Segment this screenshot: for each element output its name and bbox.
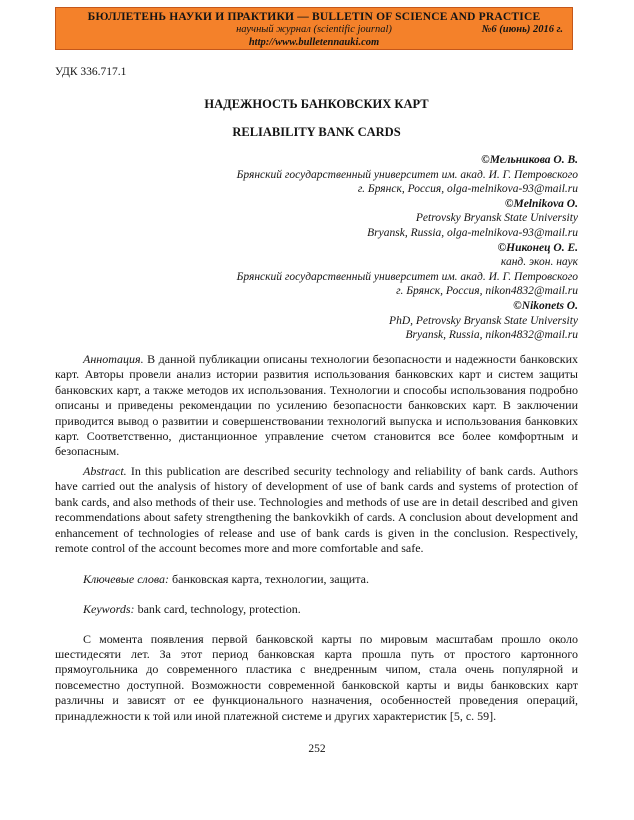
author-affiliation: PhD, Petrovsky Bryansk State University [389, 314, 578, 327]
author-name-ru-2: ©Никонец О. Е. [497, 241, 578, 254]
author-contact: Bryansk, Russia, olga-melnikova-93@mail.ru [367, 226, 578, 239]
journal-subtitle-row [56, 24, 572, 37]
body-paragraph: С момента появления первой банковской карты по мировым масштабам прошло около шестидесяти лет. За этот период банковская карта прошла путь от простого картонного прямоугольника до современного пластика с внедренным чипом, стала очень популярной и повсеместно доступной. Возможности современной банковской карты и виды банковских карт различны и зависят от ее функционального назначения, особенностей проведения операций, принадлежности к той или иной платежной системе и других характеристик [5, с. 59]. [55, 631, 578, 723]
abstract-en-text: In this publication are described security technology and reliability of bank cards. Authors have carried out the analysis of history of development of use of bank cards and systems of protection of bank cards, and also methods of their use. Technologies and methods of use are in detail described and given recommendations about safety strengthening the bankovkikh of cards. A conclusion about development and enhancement of technologies of release and use of bank cards is given in the conclusion. Respectively, remote control of the account becomes more and more comfortable and safe. [55, 463, 578, 556]
author-contact: г. Брянск, Россия, olga-melnikova-93@mail.ru [357, 183, 578, 196]
author-affiliation: Брянский государственный университет им. акад. И. Г. Петровского [236, 270, 578, 283]
article-title-ru: НАДЕЖНОСТЬ БАНКОВСКИХ КАРТ [204, 97, 429, 111]
author-affiliation: Брянский государственный университет им. акад. И. Г. Петровского [236, 168, 578, 181]
journal-issue: №6 (июнь) 2016 г. [481, 24, 563, 35]
article-content [55, 50, 578, 724]
author-degree: канд. экон. наук [500, 256, 578, 269]
authors-block [55, 153, 578, 343]
page-number: 252 [308, 743, 326, 755]
abstract-ru [55, 352, 578, 460]
abstract-en-label: Abstract. [83, 463, 127, 478]
author-contact: Bryansk, Russia, nikon4832@mail.ru [405, 329, 578, 342]
keywords-ru-label: Ключевые слова: [83, 571, 170, 586]
author-name-en-1: ©Melnikova O. [504, 197, 578, 210]
keywords-ru-text: банковская карта, технологии, защита. [169, 571, 369, 586]
keywords-en-text: bank card, technology, protection. [134, 602, 301, 617]
article-title-en: RELIABILITY BANK CARDS [232, 125, 401, 139]
keywords-en [55, 602, 578, 617]
author-name-en-2: ©Nikonets O. [513, 299, 578, 312]
journal-title: БЮЛЛЕТЕНЬ НАУКИ И ПРАКТИКИ — BULLETIN OF SCIENCE AND PRACTICE [87, 11, 541, 23]
keywords-ru [55, 572, 578, 587]
author-name-ru-1: ©Мельникова О. В. [481, 154, 578, 166]
journal-subtitle: научный журнал (scientific journal) [236, 24, 392, 35]
author-affiliation: Petrovsky Bryansk State University [415, 212, 578, 225]
journal-banner [55, 7, 573, 50]
journal-url: http://www.bulletennauki.com [248, 36, 380, 48]
keywords-en-label: Keywords: [83, 602, 135, 617]
abstract-ru-label: Аннотация. [83, 351, 144, 366]
udc-code: УДК 336.717.1 [55, 66, 127, 78]
author-contact: г. Брянск, Россия, nikon4832@mail.ru [396, 285, 578, 298]
abstract-ru-text: В данной публикации описаны технологии безопасности и надежности банковских карт. Авторы провели анализ истории развития использования банковских карт и систем защиты банковских карт, а также методов их использования. Технологии и способы использования подробно описаны и приведены рекомендации по усилению безопасности банковских карт. В заключении приводится вывод о развитии и совершенствовании технологий выпуска и использования банковких карт. Соответственно, дистанционное управление счетом становится все более комфортным и безопасным. [55, 351, 578, 459]
abstract-en [55, 464, 578, 557]
